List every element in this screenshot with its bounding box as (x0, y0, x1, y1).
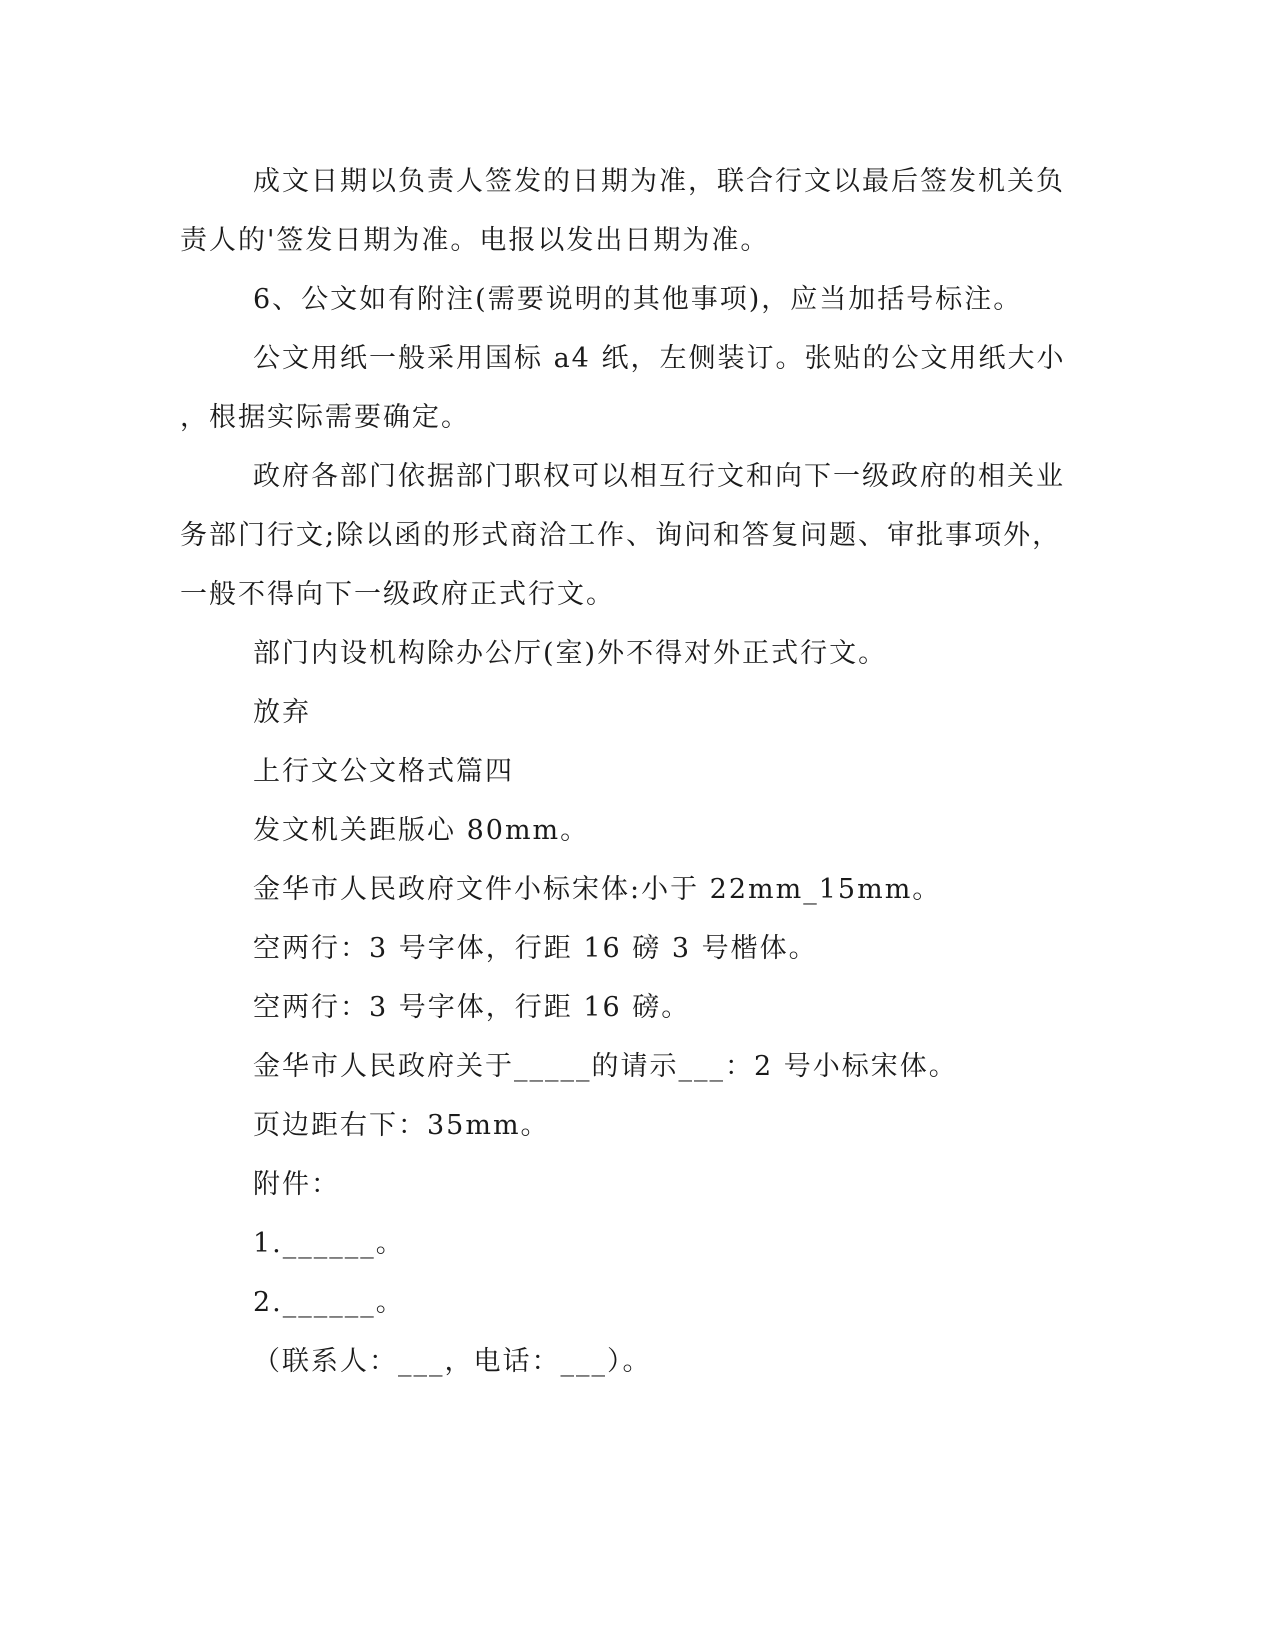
paragraph-line-date-rule-cont: 责人的'签发日期为准。电报以发出日期为准。 (180, 225, 770, 256)
attachment-item-2: 2.______。 (253, 1287, 405, 1318)
format-item-issuer-distance: 发文机关距版心 80mm。 (253, 815, 590, 846)
document-body (180, 152, 1066, 1391)
format-item-spacing-1: 空两行：3 号字体，行距 16 磅 3 号楷体。 (253, 933, 818, 964)
paragraph-line-department-rule-cont-1: 务部门行文;除以函的形式商洽工作、询问和答复问题、审批事项外， (180, 520, 1062, 551)
paragraph-line-internal-rule: 部门内设机构除办公厅(室)外不得对外正式行文。 (253, 638, 888, 669)
attachments-label: 附件： (253, 1169, 340, 1200)
paragraph-line-paper-rule-cont: ，根据实际需要确定。 (180, 402, 470, 433)
paragraph-line-paper-rule: 公文用纸一般采用国标 a4 纸，左侧装订。张贴的公文用纸大小 (253, 343, 1066, 374)
paragraph-line-abandon: 放弃 (253, 697, 311, 728)
attachment-item-1: 1.______。 (253, 1228, 405, 1259)
format-item-title-font: 金华市人民政府文件小标宋体:小于 22mm_15mm。 (253, 874, 942, 905)
paragraph-line-date-rule: 成文日期以负责人签发的日期为准，联合行文以最后签发机关负 (253, 166, 1065, 197)
format-item-margins: 页边距右下：35mm。 (253, 1110, 550, 1141)
paragraph-line-department-rule-cont-2: 一般不得向下一级政府正式行文。 (180, 579, 615, 610)
section-heading: 上行文公文格式篇四 (253, 756, 514, 787)
format-item-request-title: 金华市人民政府关于_____的请示___：2 号小标宋体。 (253, 1051, 958, 1082)
contact-line: （联系人：___，电话：___）。 (253, 1346, 652, 1377)
paragraph-line-annotation-rule: 6、公文如有附注(需要说明的其他事项)，应当加括号标注。 (253, 284, 1023, 315)
paragraph-line-department-rule: 政府各部门依据部门职权可以相互行文和向下一级政府的相关业 (253, 461, 1065, 492)
format-item-spacing-2: 空两行：3 号字体，行距 16 磅。 (253, 992, 691, 1023)
